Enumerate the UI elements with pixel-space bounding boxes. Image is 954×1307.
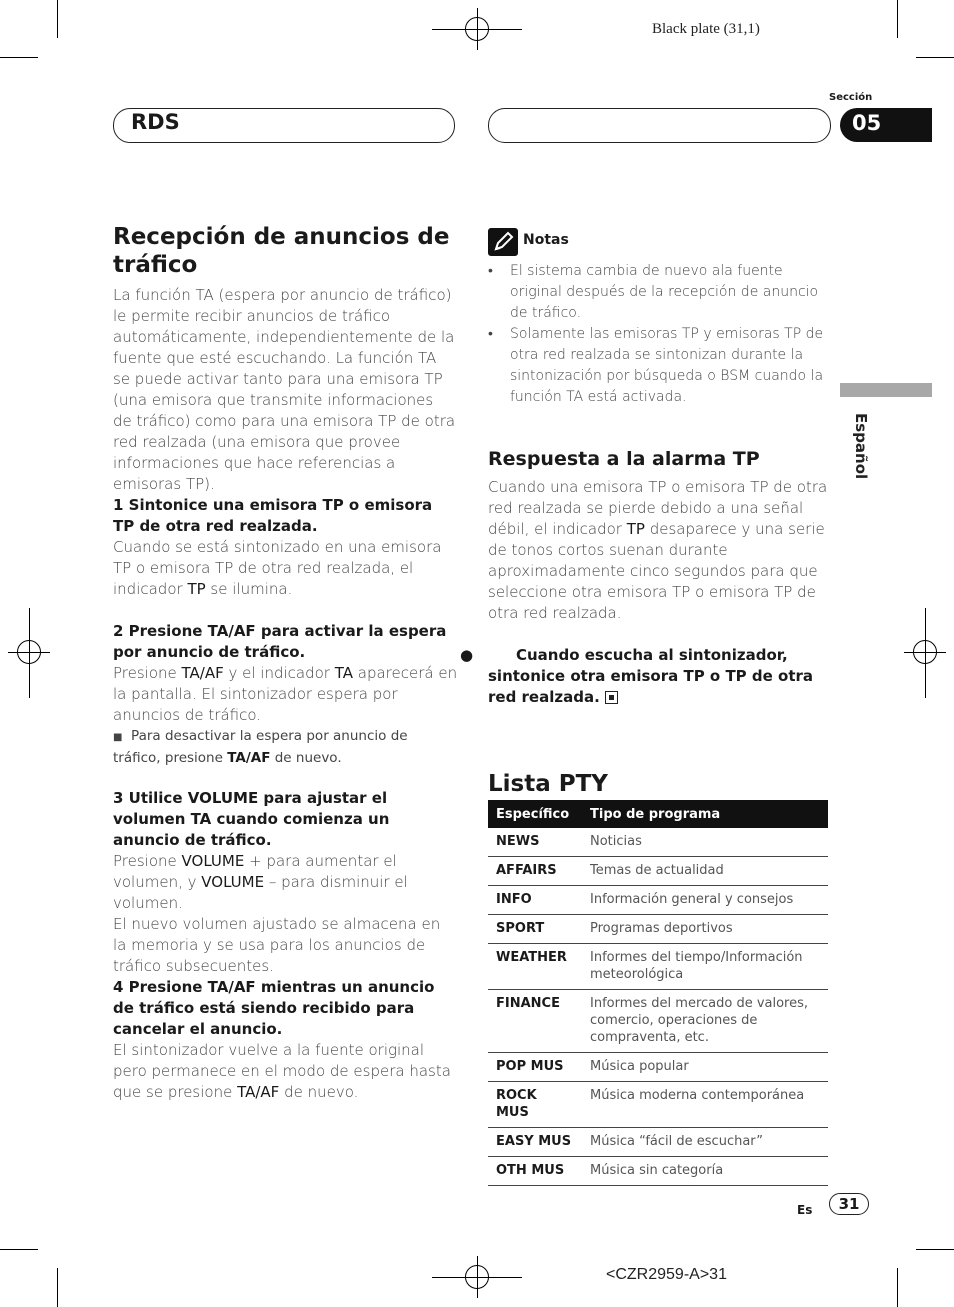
section-title-alarm: Respuesta a la alarma TP: [488, 448, 760, 470]
crop-mark: [57, 1268, 58, 1307]
table-header-row: [488, 800, 828, 828]
crop-mark: [897, 0, 898, 38]
step-1-text: Cuando se está sintonizado en una emisora TP o emisora TP de otra red realzada, el indicador TP se ilumina.: [113, 538, 442, 598]
table-row: SPORT Programas deportivos: [488, 915, 828, 944]
page-number: 31: [829, 1193, 869, 1215]
section-title-pty: Lista PTY: [488, 771, 608, 797]
crop-mark: [0, 1249, 38, 1250]
step-3-title: 3 Utilice VOLUME para ajustar el volumen TA cuando comienza un anuncio de tráfico.: [113, 789, 390, 849]
language-tab-bar: [840, 383, 932, 397]
step-1: [113, 495, 458, 600]
alarm-text: Cuando una emisora TP o emisora TP de otra red realzada se pierde debido a una señal débil, el indicador TP desaparece y una serie de tonos cortos suenan durante aproximadamente cinco segundos para que seleccione otra emisora TP o emisora TP de otra red realzada.: [488, 478, 828, 622]
notes-label: Notas: [523, 232, 569, 248]
table-row: FINANCE Informes del mercado de valores, comercio, operaciones de compraventa, etc.: [488, 990, 828, 1053]
note-item: • El sistema cambia de nuevo ala fuente original después de la recepción de anuncio de tráfico.: [488, 263, 819, 321]
table-row: ROCK MUS Música moderna contemporánea: [488, 1082, 828, 1128]
column-header: Tipo de programa: [582, 800, 828, 828]
note-pencil-icon: [488, 228, 518, 256]
step-3: [113, 788, 458, 977]
step-3-text-2: El nuevo volumen ajustado se almacena en la memoria y se usa para los anuncios de tráfico subsecuentes.: [113, 915, 441, 975]
document-code: <CZR2959-A>31: [606, 1266, 727, 1283]
crop-mark: [57, 0, 58, 38]
footer-language: Es: [797, 1203, 813, 1217]
section-number: 05: [852, 111, 882, 135]
table-row: POP MUS Música popular: [488, 1053, 828, 1082]
alarm-step: ● Cuando escucha al sintonizador, sintonice otra emisora TP o TP de otra red realzada.: [460, 646, 814, 706]
step-4: [113, 977, 458, 1103]
column-header: Específico: [488, 800, 582, 828]
step-2-text: Presione TA/AF y el indicador TA aparecerá en la pantalla. El sintonizador espera por anuncios de tráfico.: [113, 664, 458, 724]
table-row: EASY MUS Música “fácil de escuchar”: [488, 1128, 828, 1157]
section-badge: [840, 108, 932, 142]
table-row: INFO Información general y consejos: [488, 886, 828, 915]
step-1-title: 1 Sintonice una emisora TP o emisora TP de otra red realzada.: [113, 496, 433, 535]
crop-mark: [897, 1268, 898, 1307]
section-title-traffic: Recepción de anuncios de tráfico: [113, 224, 450, 278]
step-2-note: ■ Para desactivar la espera por anuncio de tráfico, presione TA/AF de nuevo.: [113, 728, 408, 766]
language-tab-label: Español: [852, 413, 870, 480]
note-item: • Solamente las emisoras TP y emisoras TP de otra red realzada se sintonizan durante la sintonización por búsqueda o BSM cuando la función TA está activada.: [488, 326, 824, 405]
header-pill: [488, 108, 831, 143]
step-2: [113, 621, 458, 769]
chapter-title: RDS: [131, 110, 180, 134]
crop-mark: [916, 57, 954, 58]
table-row: OTH MUS Música sin categoría: [488, 1157, 828, 1186]
table-row: NEWS Noticias: [488, 828, 828, 857]
crop-mark: [0, 57, 38, 58]
step-4-title: 4 Presione TA/AF mientras un anuncio de tráfico está siendo recibido para cancelar el anuncio.: [113, 978, 435, 1038]
plate-label: Black plate (31,1): [652, 21, 760, 37]
table-row: WEATHER Informes del tiempo/Información meteorológica: [488, 944, 828, 990]
notes-list: [488, 261, 825, 408]
crop-mark: [916, 1249, 954, 1250]
step-4-text: El sintonizador vuelve a la fuente original pero permanece en el modo de espera hasta que se presione TA/AF de nuevo.: [113, 1041, 451, 1101]
pty-table: [488, 800, 828, 1186]
section-label: Sección: [829, 92, 873, 103]
step-2-title: 2 Presione TA/AF para activar la espera por anuncio de tráfico.: [113, 622, 447, 661]
table-row: AFFAIRS Temas de actualidad: [488, 857, 828, 886]
traffic-intro: La función TA (espera por anuncio de tráfico) le permite recibir anuncios de tráfico automáticamente, independientemente de la fuente que esté escuchando. La función TA se puede activar tanto para una emisora TP (una emisora que transmite informaciones de tráfico) como para una emisora TP de otra red realzada (una emisora que provee informaciones que hace referencias a emisoras TP).: [113, 286, 456, 493]
end-mark-icon: [605, 691, 618, 704]
step-3-text: Presione VOLUME + para aumentar el volumen, y VOLUME – para disminuir el volumen.: [113, 852, 408, 912]
